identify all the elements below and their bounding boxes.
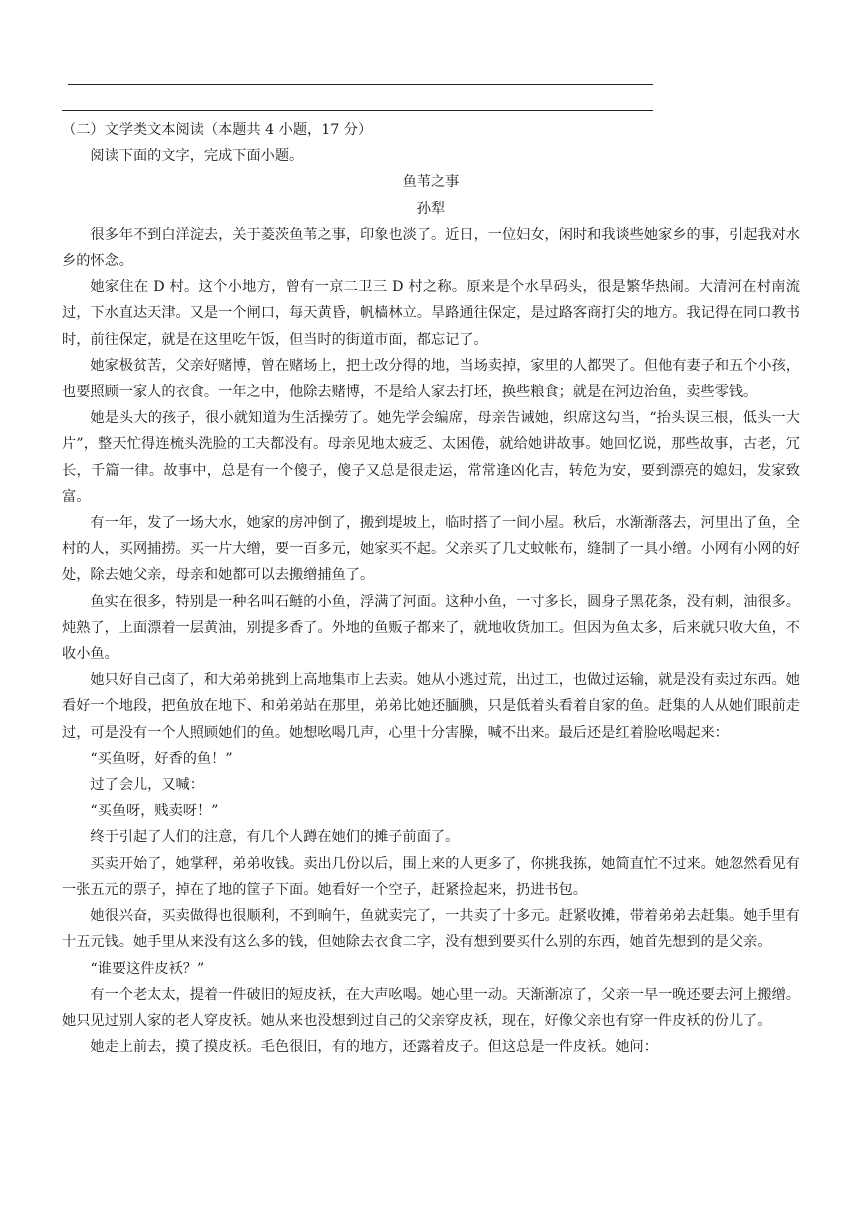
section-heading: （二）文学类文本阅读（本题共 4 小题，17 分） — [62, 122, 373, 138]
paragraph: 她家住在 D 村。这个小地方，曾有一京二卫三 D 村之称。原来是个水旱码头，很是繁华热闹。大清河在村南流过，下水直达天津。又是一个闸口，每天黄昏，帆樯林立。旱路通往保定，是过路客商打尖的地方。我记得在同口教书时，前往保定，就是在这里吃午饭，但当时的街道市面，都忘记了。 — [62, 279, 800, 348]
dialogue-line: “买鱼呀，好香的鱼！” — [90, 750, 233, 767]
paragraph: 买卖开始了，她掌秤，弟弟收钱。卖出几份以后，围上来的人更多了，你挑我拣，她简直忙不过来。她忽然看见有一张五元的票子，掉在了地的筐子下面。她看好一个空子，赶紧捡起来，扔进书包。 — [62, 855, 800, 898]
paragraph: 她家极贫苦，父亲好赌博，曾在赌场上，把土改分得的地，当场卖掉，家里的人都哭了。但他有妻子和五个小孩，也要照顾一家人的衣食。一年之中，他除去赌博，不是给人家去打坯，换些粮食；就是在河边治鱼，卖些零钱。 — [62, 357, 800, 401]
answer-line-1 — [68, 84, 653, 85]
paragraph: 终于引起了人们的注意，有几个人蹲在她们的摊子前面了。 — [90, 829, 460, 846]
dialogue-line: “买鱼呀，贱卖呀！” — [90, 803, 219, 820]
dialogue-line: “谁要这件皮袄？” — [90, 960, 205, 977]
answer-line-2 — [62, 110, 653, 111]
article-content — [62, 222, 800, 1061]
paragraph: 有一年，发了一场大水，她家的房冲倒了，搬到堤坡上，临时搭了一间小屋。秋后，水渐渐落去，河里出了鱼，全村的人，买网捕捞。买一片大缯，要一百多元，她家买不起。父亲买了几丈蚊帐布，缝制了一具小缯。小网有小网的好处，除去她父亲，母亲和她都可以去搬缯捕鱼了。 — [62, 515, 800, 584]
paragraph: 她走上前去，摸了摸皮袄。毛色很旧，有的地方，还露着皮子。但这总是一件皮袄。她问： — [90, 1039, 658, 1056]
paragraph: 有一个老太太，提着一件破旧的短皮袄，在大声吆喝。她心里一动。天渐渐凉了，父亲一早一晚还要去河上搬缯。她只见过别人家的老人穿皮袄。她从来也没想到过自己的父亲穿皮袄，现在，好像父亲也有穿一件皮袄的份儿了。 — [62, 986, 800, 1029]
paragraph: 过了会儿，又喊： — [90, 777, 204, 794]
article-author: 孙犁 — [416, 200, 446, 217]
reading-instruction: 阅读下面的文字，完成下面小题。 — [90, 148, 304, 165]
article-title: 鱼苇之事 — [402, 174, 460, 191]
paragraph: 很多年不到白洋淀去，关于菱茨鱼苇之事，印象也淡了。近日，一位妇女，闲时和我谈些她家乡的事，引起我对水乡的怀念。 — [62, 226, 800, 270]
paragraph: 她只好自己卤了，和大弟弟挑到上高地集市上去卖。她从小逃过荒，出过工，也做过运输，就是没有卖过东西。她看好一个地段，把鱼放在地下、和弟弟站在那里，弟弟比她还腼腆，只是低着头看着自家的鱼。赶集的人从她们眼前走过，可是没有一个人照顾她们的鱼。她想吆喝几声，心里十分害臊，喊不出来。最后还是红着脸吆喝起来： — [62, 672, 800, 741]
document-body — [62, 117, 800, 1060]
paragraph: 鱼实在很多，特别是一种名叫石鲢的小鱼，浮满了河面。这种小鱼，一寸多长，圆身子黑花条，没有刺，油很多。炖熟了，上面漂着一层黄油，别提多香了。外地的鱼贩子都来了，就地收货加工。但因为鱼太多，后来就只收大鱼，不收小鱼。 — [62, 593, 800, 663]
paragraph: 她很兴奋，买卖做得也很顺利，不到晌午，鱼就卖完了，一共卖了十多元。赶紧收摊，带着弟弟去赶集。她手里有十五元钱。她手里从来没有这么多的钱，但她除去衣食二字，没有想到要买什么别的东西，她首先想到的是父亲。 — [62, 908, 800, 951]
paragraph: 她是头大的孩子，很小就知道为生活操劳了。她先学会编席，母亲告诫她，织席这勾当，“抬头误三根，低头一大片”，整天忙得连梳头洗脸的工夫都没有。母亲见地太疲乏、太困倦，就给她讲故事。她回忆说，那些故事，古老，冗长，千篇一律。故事中，总是有一个傻子，傻子又总是很走运，常常逢凶化吉，转危为安，要到漂亮的媳妇，发家致富。 — [62, 410, 800, 505]
